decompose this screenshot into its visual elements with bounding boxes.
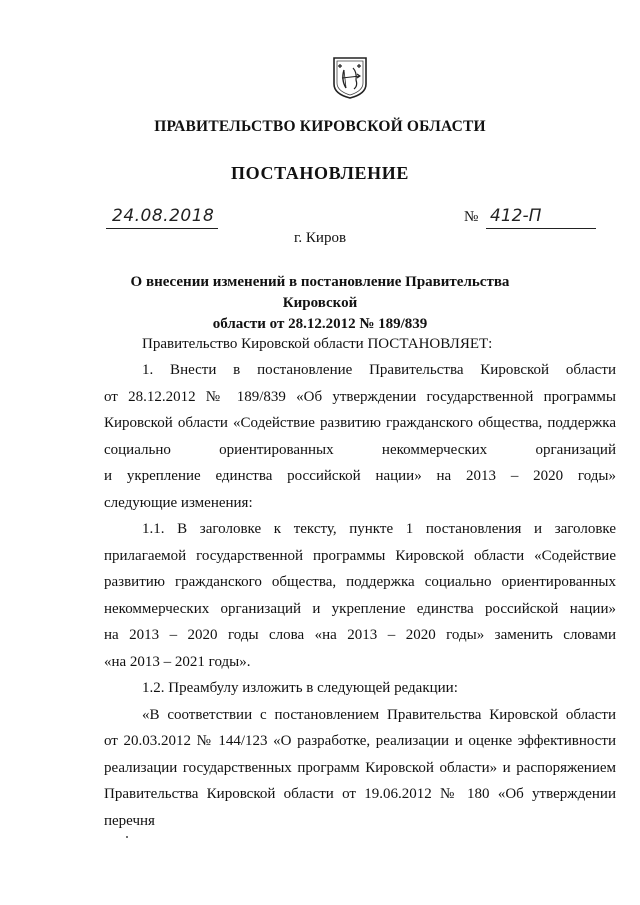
body-line: «на 2013 – 2021 годы». (104, 654, 251, 670)
number-underline (486, 228, 596, 229)
body-line: на 2013 – 2020 годы слова «на 2013 – 2020 годы» заменить словами (104, 627, 616, 643)
government-title: ПРАВИТЕЛЬСТВО КИРОВСКОЙ ОБЛАСТИ (154, 118, 486, 135)
body-line: прилагаемой государственной программы Кировской области «Содействие (104, 548, 616, 564)
document-number: 412-П (490, 206, 542, 226)
body-line: социально ориентированных некоммерческих организаций (104, 442, 616, 458)
date-underline (106, 228, 218, 229)
intro-paragraph: Правительство Кировской области ПОСТАНОВЛЯЕТ: (142, 336, 493, 352)
body-line: следующие изменения: (104, 495, 253, 511)
number-sign: № (464, 209, 479, 225)
body-line: и укрепление единства российской нации» на 2013 – 2020 годы» (104, 468, 616, 484)
city: г. Киров (293, 230, 347, 246)
body-line: реализации государственных программ Кировской области» и распоряжением (104, 760, 616, 776)
body-line: 1.2. Преамбулу изложить в следующей редакции: (142, 680, 458, 696)
body-line: Правительства Кировской области от 19.06.2012 № 180 «Об утверждении перечня (104, 786, 616, 829)
subject-line: области от 28.12.2012 № 189/839 (212, 316, 428, 332)
body-line: от 20.03.2012 № 144/123 «О разработке, реализации и оценке эффективности (104, 733, 616, 749)
scan-speck (126, 836, 128, 838)
body-line: Кировской области «Содействие развитию гражданского общества, поддержка (104, 415, 616, 431)
subject-line: О внесении изменений в постановление Правительства Кировской (130, 274, 510, 311)
document-subject (100, 272, 540, 335)
body-line: 1. Внести в постановление Правительства Кировской области (142, 362, 616, 378)
body-line: развитию гражданского общества, поддержка социально ориентированных (104, 574, 616, 590)
body-line: «В соответствии с постановлением Правительства Кировской области (142, 707, 616, 723)
document-type: ПОСТАНОВЛЕНИЕ (231, 163, 409, 183)
body-line: 1.1. В заголовке к тексту, пункте 1 постановления и заголовке (142, 521, 616, 537)
document-date: 24.08.2018 (112, 206, 215, 226)
body-line: от 28.12.2012 № 189/839 «Об утверждении государственной программы (104, 389, 616, 405)
coat-of-arms-icon (332, 56, 368, 100)
body-line: некоммерческих организаций и укрепление единства российской нации» (104, 601, 616, 617)
